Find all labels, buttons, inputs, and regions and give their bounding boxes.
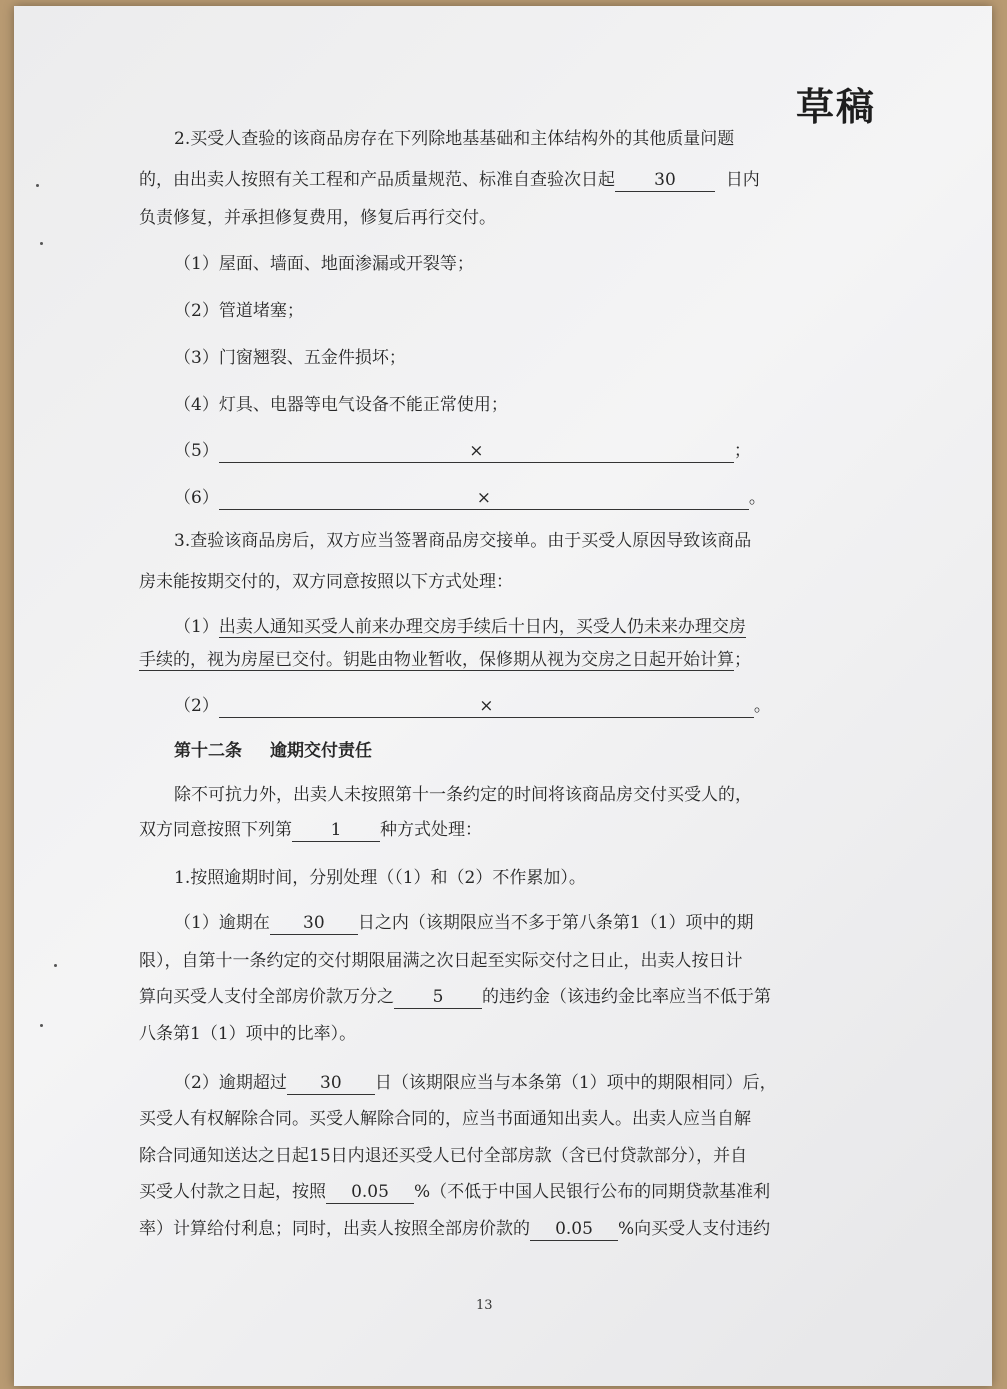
interest-rate-field[interactable]: 0.05 [326, 1181, 414, 1204]
sub2-line2: 买受人有权解除合同。买受人解除合同的，应当书面通知出卖人。出卖人应当自解 [139, 1109, 751, 1129]
blank-item-5: （5） × ； [174, 441, 751, 461]
item3-line1: 3.查验该商品房后，双方应当签署商品房交接单。由于买受人原因导致该商品 [174, 531, 752, 551]
page-number: 13 [476, 1298, 493, 1313]
paper-speck [36, 184, 39, 187]
sub2-line1: （2）逾期超过 30 日（该期限应当与本条第（1）项中的期限相同）后， [174, 1073, 777, 1093]
sub1-line3: 算向买受人支付全部房价款万分之 5 的违约金（该违约金比率应当不低于第 [139, 987, 771, 1007]
paper-speck [54, 964, 57, 967]
clause-12-intro-line2: 双方同意按照下列第 1 种方式处理： [139, 820, 482, 840]
penalty-rate-field[interactable]: 5 [394, 986, 482, 1009]
blank-field-5[interactable]: × [219, 440, 734, 463]
sub1-line2: 限），自第十一条约定的交付期限届满之次日起至实际交付之日止，出卖人按日计 [139, 951, 743, 971]
blank-field-6[interactable]: × [219, 487, 749, 510]
paper-speck [40, 1024, 43, 1027]
list-item: （4）灯具、电器等电气设备不能正常使用； [174, 395, 508, 415]
repair-days-field[interactable]: 30 [615, 169, 715, 192]
item2-line2: 的，由出卖人按照有关工程和产品质量规范、标准自查验次日起 30 日内 [139, 170, 760, 190]
paper-speck [40, 242, 43, 245]
exceed-days-field[interactable]: 30 [287, 1072, 375, 1095]
clause-12-item1: 1.按照逾期时间，分别处理（（1）和（2）不作累加）。 [174, 868, 586, 888]
sub2-line5: 率）计算给付利息；同时，出卖人按照全部房价款的 0.05 %向买受人支付违约 [139, 1219, 771, 1239]
clause-12-heading: 第十二条 逾期交付责任 [174, 741, 372, 761]
item3-option1-line2: 手续的，视为房屋已交付。钥匙由物业暂收，保修期从视为交房之日起开始计算； [139, 650, 751, 670]
option2-field[interactable]: × [219, 695, 754, 718]
blank-item-6: （6） × 。 [174, 488, 766, 508]
list-item: （2）管道堵塞； [174, 301, 304, 321]
list-item: （3）门窗翘裂、五金件损坏； [174, 348, 406, 368]
option1-filled-text: 出卖人通知买受人前来办理交房手续后十日内，买受人仍未来办理交房 [218, 617, 746, 637]
clause-12-intro-line1: 除不可抗力外，出卖人未按照第十一条约定的时间将该商品房交付买受人的， [174, 785, 752, 805]
item2-line3: 负责修复，并承担修复费用，修复后再行交付。 [139, 208, 496, 228]
option1-filled-text-cont: 手续的，视为房屋已交付。钥匙由物业暂收，保修期从视为交房之日起开始计算 [139, 650, 734, 670]
sub1-line4: 八条第1（1）项中的比率）。 [139, 1024, 357, 1044]
item3-option2: （2） × 。 [174, 696, 771, 716]
item2-line1: 2.买受人查验的该商品房存在下列除地基基础和主体结构外的其他质量问题 [174, 129, 735, 149]
method-choice-field[interactable]: 1 [292, 819, 380, 842]
sub2-line3: 除合同通知送达之日起15日内退还买受人已付全部房款（含已付贷款部分），并自 [139, 1146, 748, 1166]
list-item: （1）屋面、墙面、地面渗漏或开裂等； [174, 254, 474, 274]
draft-stamp: 草稿 [796, 85, 877, 129]
penalty-percent-field[interactable]: 0.05 [530, 1218, 618, 1241]
sub2-line4: 买受人付款之日起，按照 0.05 %（不低于中国人民银行公布的同期贷款基准利 [139, 1182, 771, 1202]
overdue-days-field[interactable]: 30 [270, 912, 358, 935]
item3-line2: 房未能按期交付的，双方同意按照以下方式处理： [139, 572, 513, 592]
document-page [14, 6, 992, 1386]
item3-option1-line1: （1）出卖人通知买受人前来办理交房手续后十日内，买受人仍未来办理交房 [174, 617, 746, 637]
sub1-line1: （1）逾期在 30 日之内（该期限应当不多于第八条第1（1）项中的期 [174, 913, 754, 933]
